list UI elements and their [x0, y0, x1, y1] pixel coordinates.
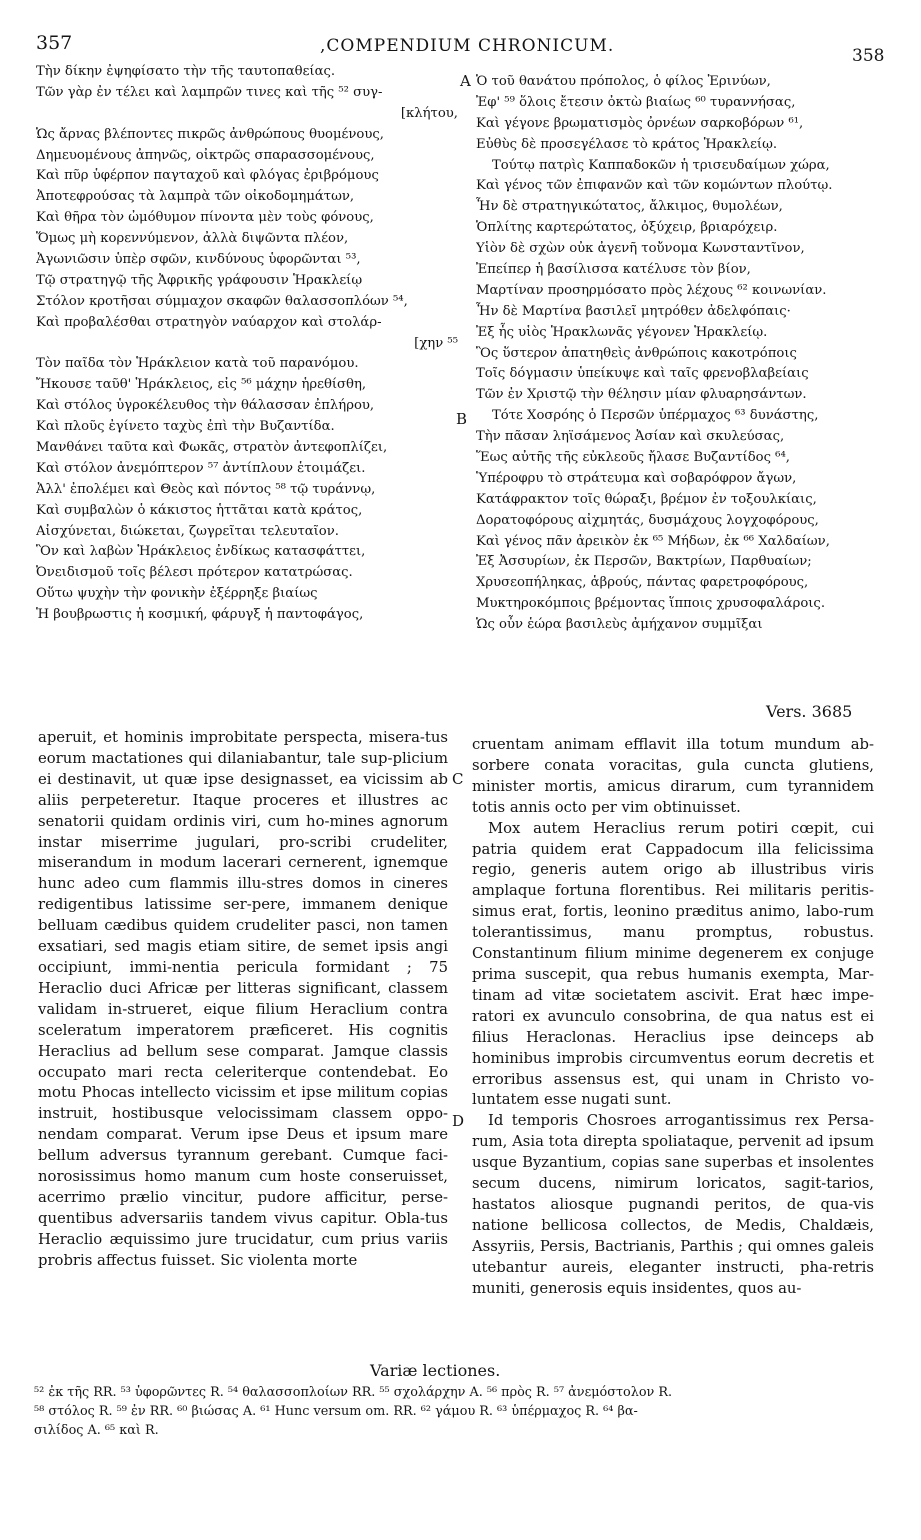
verse-line: Ἐπείπερ ἡ βασίλισσα κατέλυσε τὸν βίον,	[476, 262, 751, 278]
verse-line: Αἰσχύνεται, διώκεται, ζωγρεῖται τελευταῖον.	[36, 523, 339, 539]
running-header	[0, 32, 921, 66]
verse-line: Δημευομένους ἀπηνῶς, οἰκτρῶς σπαρασσομένους,	[36, 147, 375, 163]
verse-line: Ἀλλ' ἐπολέμει καὶ Θεὸς καὶ πόντος ⁵⁸ τῷ τυράννῳ,	[36, 481, 376, 497]
latin-paragraph: Id temporis Chosroes arrogantissimus rex Persa-rum, Asia tota direpta spoliataque, pervenit ad ipsum usque Byzantium, copias sane superbas et insolentes secum ducens, nimirum loricatos, sagit-tarios, hastatos aliosque pugnandi peritos, de qua-vis natione bellicosa collectos, de Medis, Chaldæis, Assyriis, Persis, Bactrianis, Parthis ; qui omnes galeis utebantur aureis, eleganter instructi, pha-retris muniti, generosis equis insidentes, quos au-	[472, 1112, 874, 1297]
page-number-right: 358	[852, 46, 885, 66]
footnote-line: ⁵⁸ στόλος R. ⁵⁹ ἐν RR. ⁶⁰ βιώσας A. ⁶¹ Hunc versum om. RR. ⁶² γάμου R. ⁶³ ὑπέρμαχος R. ⁶⁴ βα-	[34, 1404, 638, 1419]
verse-line: Καὶ γένος τῶν ἐπιφανῶν καὶ τῶν κομώντων πλούτῳ.	[476, 178, 833, 194]
verse-line: Μαρτίναν προσηρμόσατο πρὸς λέχους ⁶² κοινωνίαν.	[476, 282, 827, 298]
verse-line: Ἤκουσε ταῦθ' Ἡράκλειος, εἰς ⁵⁶ μάχην ἡρεθίσθη,	[36, 377, 367, 393]
verse-line: Ὑπέροφρυ τὸ στράτευμα καὶ σοβαρόφρον ἄγων,	[476, 470, 797, 486]
greek-verse-left-column	[36, 62, 458, 626]
verse-line: Καὶ πῦρ ὑφέρπον παγταχοῦ καὶ φλόγας ἐριβρόμους	[36, 168, 379, 184]
verse-line: Καὶ προβαλέσθαι στρατηγὸν ναύαρχον καὶ στολάρ-	[36, 314, 382, 330]
verse-line: Ἀποτεφρούσας τὰ λαμπρὰ τῶν οἰκοδομημάτων,	[36, 189, 355, 205]
verse-line: Ὡς οὖν ἑώρα βασιλεὺς ἀμήχανον συμμῖξαι	[476, 617, 763, 633]
variae-lectiones-heading: Variæ lectiones.	[370, 1361, 501, 1380]
verse-line: Στόλον κροτῆσαι σύμμαχον σκαφῶν θαλασσοπλόων ⁵⁴,	[36, 293, 408, 309]
margin-letter-a: A	[460, 72, 471, 90]
verse-line: Ὃς ὕστερον ἀπατηθεὶς ἀνθρώποις κακοτρόποις	[476, 345, 797, 361]
verse-line: Τῷ στρατηγῷ τῆς Ἀφρικῆς γράφουσιν Ἡρακλείῳ	[36, 272, 363, 288]
verse-line: Ἀγωνιῶσιν ὑπὲρ σφῶν, κινδύνους ὑφορῶνται ⁵³,	[36, 252, 361, 268]
verse-line: Ἡ βουβρωστις ἡ κοσμική, φάρυγξ ἡ παντοφάγος,	[36, 607, 364, 623]
verse-line: Τῶν ἐν Χριστῷ τὴν θέλησιν μίαν φλυαρησάντων.	[476, 387, 807, 403]
verse-line: [χην ⁵⁵	[414, 335, 458, 351]
latin-paragraph: Mox autem Heraclius rerum potiri cœpit, cui patria quidem erat Cappadocum illa felicissima regio, generis autem origo ab illustribus viris amplaque fortuna florentibus. Rei militaris peritis-simus erat, fortis, leonino præditus animo, labo-rum tolerantissimus, manu promptus, robustus. Constantinum filium minime degenerem ex conjuge prima suscepit, qua rebus humanis exempta, Mar-tinam ad vitæ societatem ascivit. Erat hæc impe-ratori ex avunculo consobrina, de qua natus est ei filius Heraclonas. Heraclius ipse deinceps ab hominibus improbis circumventus eorum decretis et erroribus assensus est, qui unam in Christo vo-luntatem esse nugati sunt.	[472, 819, 874, 1109]
verse-line: Ἐξ ἧς υἱὸς Ἡρακλωνᾶς γέγονεν Ἡρακλείῳ.	[476, 324, 768, 340]
verse-line: Καὶ θῆρα τὸν ὠμόθυμον πίνοντα μὲν τοὺς φόνους,	[36, 210, 374, 226]
verse-line: Μυκτηροκόμποις βρέμοντας ἵπποις χρυσοφαλάροις.	[476, 596, 826, 612]
running-title: ,COMPENDIUM CHRONICUM.	[320, 36, 615, 56]
verse-line: Τὴν δίκην ἐψηφίσατο τὴν τῆς ταυτοπαθείας.	[36, 64, 336, 79]
verse-line: Ὁπλίτης καρτερώτατος, ὀξύχειρ, βριαρόχειρ.	[476, 220, 778, 236]
verse-line: Ἐφ' ⁵⁹ ὅλοις ἔτεσιν ὀκτὼ βιαίως ⁶⁰ τυραννήσας,	[476, 94, 796, 110]
latin-paragraph: cruentam animam efflavit illa totum mundum ab-sorbere conata voracitas, gula cuncta glutiens, minister mortis, amicus dirarum, cum tyrannidem totis annis octo per vim obtinuisset.	[472, 736, 874, 816]
verse-line: Καὶ συμβαλὼν ὁ κάκιστος ἡττᾶται κατὰ κράτος,	[36, 502, 363, 518]
latin-translation-right-column	[472, 735, 874, 1299]
verse-line: Ὅμως μὴ κορεννύμενον, ἀλλὰ διψῶντα πλέον,	[36, 231, 349, 247]
margin-letter-b: B	[456, 410, 468, 428]
verse-line: Καὶ γέγονε βρωματισμὸς ὀρνέων σαρκοβόρων ⁶¹,	[476, 115, 804, 131]
verse-line: Καὶ στόλος ὑγροκέλευθος τὴν θάλασσαν ἐπλήρου,	[36, 398, 375, 414]
verse-line: Ὃν καὶ λαβὼν Ἡράκλειος ἐνδίκως κατασφάττει,	[36, 544, 366, 560]
greek-verse-right-column	[476, 72, 876, 636]
verse-line: Ὀνειδισμοῦ τοῖς βέλεσι πρότερον κατατρώσας.	[36, 565, 353, 581]
page-number-left: 357	[36, 32, 73, 54]
verse-line: [κλήτου,	[400, 105, 458, 121]
verse-line: Τὸν παῖδα τὸν Ἡράκλειον κατὰ τοῦ παρανόμου.	[36, 356, 359, 372]
margin-letter-c: C	[452, 770, 464, 788]
verse-line: Ἐξ Ἀσσυρίων, ἐκ Περσῶν, Βακτρίων, Παρθυαίων;	[476, 554, 812, 570]
verse-line: Τοῖς δόγμασιν ὑπείκυψε καὶ ταῖς φρενοβλαβείαις	[476, 366, 809, 382]
verse-line: Τὴν πᾶσαν ληϊσάμενος Ἀσίαν καὶ σκυλεύσας,	[476, 429, 785, 445]
verse-line: Τούτῳ πατρὶς Καππαδοκῶν ἡ τρισευδαίμων χώρα,	[492, 157, 830, 173]
latin-translation-left-column	[38, 728, 448, 1272]
verse-line: Ὡς ἄρνας βλέποντες πικρῶς ἀνθρώπους θυομένους,	[36, 126, 384, 142]
verse-line: Δορατοφόρους αἰχμητάς, δυσμάχους λογχοφόρους,	[476, 512, 819, 528]
verse-line: Ὁ τοῦ θανάτου πρόπολος, ὁ φίλος Ἐρινύων,	[476, 74, 771, 89]
verse-line: Χρυσεοπήληκας, ἁβρούς, πάντας φαρετροφόρους,	[476, 575, 809, 591]
variant-readings-footnotes	[34, 1383, 884, 1440]
margin-letter-d: D	[452, 1112, 465, 1130]
verse-line: Μανθάνει ταῦτα καὶ Φωκᾶς, στρατὸν ἀντεφοπλίζει,	[36, 440, 388, 456]
verse-line: Κατάφρακτον τοῖς θώραξι, βρέμον ἐν τοξουλκίαις,	[476, 491, 817, 507]
verse-line: Ἦν δὲ Μαρτίνα βασιλεῖ μητρόθεν ἀδελφόπαις·	[476, 303, 791, 319]
verse-line: Ἕως αὐτῆς τῆς εὐκλεοῦς ἤλασε Βυζαντίδος ⁶⁴,	[476, 450, 790, 466]
verse-number-label: Vers. 3685	[766, 702, 853, 721]
latin-paragraph: aperuit, et hominis improbitate perspecta, misera-tus eorum mactationes qui dilaniabantur, tale sup-plicium ei destinavit, ut quæ ipse designasset, ea vicissim ab aliis perpeteretur. Itaque proceres et illustres ac senatorii quidam ordinis viri, cum ho-mines agnorum instar miserrime jugulari, pro-scribi crudeliter, miserandum in modum lacerari cernerent, ignemque hunc adeo cum flammis illu-stres domos in cineres redigentibus latissime ser-pere, immanem denique belluam cædibus quidem crudeliter pasci, non tamen exsatiari, sed magis etiam sitire, de semet ipsis angi occipiunt, immi-nentia pericula formidant ; 75 Heraclio duci Africæ per litteras significant, classem validam in-strueret, eique filium Heraclium contra sceleratum imperatorem præficeret. His cognitis Heraclius ad bellum sese comparat. Jamque classis occupato mari recta celeriterque contendebat. Eo motu Phocas intellecto vicissim et ipse militum copias instruit, hostibusque velocissimam classem oppo-nendam comparat. Verum ipse Deus et ipsum mare bellum adversus tyrannum gerebant. Cumque faci-norosissimus homo manum cum hoste conseruisset, acerrimo prælio vincitur, pudore afficitur, perse-quentibus adversariis tandem vivus capitur. Obla-tus Heraclio æquissimo jure trucidatur, cum prius variis probris affectus fuisset. Sic violenta morte	[38, 729, 448, 1269]
verse-line: Οὕτω ψυχὴν τὴν φονικὴν ἐξέρρηξε βιαίως	[36, 586, 318, 602]
verse-line: Καὶ γένος πᾶν ἀρεικὸν ἐκ ⁶⁵ Μήδων, ἐκ ⁶⁶ Χαλδαίων,	[476, 533, 830, 549]
footnote-line: ⁵² ἐκ τῆς RR. ⁵³ ὑφορῶντες R. ⁵⁴ θαλασσοπλοίων RR. ⁵⁵ σχολάρχην A. ⁵⁶ πρὸς R. ⁵⁷ ἀνεμόστολον R.	[34, 1385, 673, 1400]
verse-line: Εὐθὺς δὲ προσεγέλασε τὸ κράτος Ἡρακλείῳ.	[476, 136, 778, 152]
verse-line: Τῶν γὰρ ἐν τέλει καὶ λαμπρῶν τινες καὶ τῆς ⁵² συγ-	[36, 84, 383, 100]
verse-line: Τότε Χοσρόης ὁ Περσῶν ὑπέρμαχος ⁶³ δυνάστης,	[492, 408, 819, 424]
verse-line: Ἦν δὲ στρατηγικώτατος, ἄλκιμος, θυμολέων,	[476, 199, 783, 215]
verse-line: Καὶ πλοῦς ἐγίνετο ταχὺς ἐπὶ τὴν Βυζαντίδα.	[36, 419, 335, 435]
verse-line: Καὶ στόλον ἀνεμόπτερον ⁵⁷ ἀντίπλουν ἑτοιμάζει.	[36, 460, 366, 476]
verse-line: Υἱὸν δὲ σχὼν οὐκ ἀγενῆ τοὔνομα Κωνσταντῖνον,	[476, 241, 805, 257]
footnote-line: σιλίδος A. ⁶⁵ καὶ R.	[34, 1423, 159, 1438]
